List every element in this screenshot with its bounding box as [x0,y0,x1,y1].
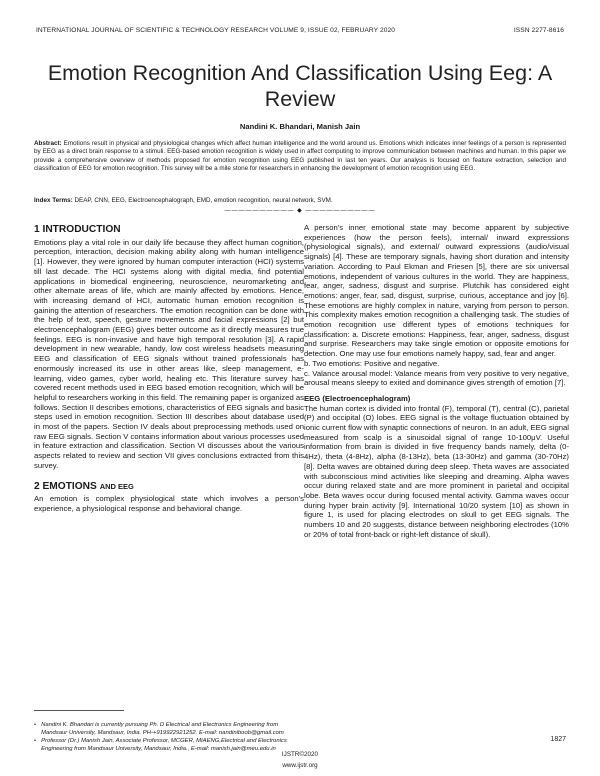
right-column [304,223,569,540]
intro-paragraph: Emotions play a vital role in our daily life because they affect human cognition, perception, interaction, decision making ability along with human intelligence [1]. However, they were ignored by human computer interaction (HCI) systems till last decade. The HCI systems along with digital media, find potential applications in biomedical engineering, neuroscience, neuromarketing and other alternate areas of life, which are mainly affected by emotions. Hence, with increasing demand of HCI, automatic human emotion recognition is gaining the attention of researchers. The emotion recognition can be done with the help of text, speech, gesture movements and facial expressions [2] but electroencephalogram (EEG) gives better outcome as it directly measures true feelings. EEG is non-invasive and have high temporal resolution [3]. A rapid development in new wearable, handy, low cost wireless headsets measuring EEG and classification of EEG signals without trained professionals has enormously increased its use in other areas like, sleep management, e-learning, video games, cyber world, healing etc. This literature survey has covered recent methods used in EEG based emotion recognition, which will be helpful to researchers working in this field. The remaining paper is organized as follows. Section II describes emotions, characteristics of EEG signals and basic steps used in emotion recognition. Section III describes about database used in most of the papers. Section IV deals about preprocessing methods used on raw EEG signals. Section V contains information about various processes used in feature extraction and classification. Section VI discusses about the various aspects related to review and section VII gives conclusions extracted from this survey. [34,237,304,470]
valence-arousal-item: c. Valance arousal model: Valance means from very positive to very negative, arousal means sleepy to exited and dominance gives strength of emotion [7]. [304,368,569,388]
eeg-paragraph: The human cortex is divided into frontal (F), temporal (T), central (C), parietal (P) and occipital (O) lobes. EEG signal is the voltage fluctuation obtained by ionic current flow with synaptic connections of neuron. In an adult, EEG signal measured from scalp is a sinusoidal signal of range 10-100μV. Useful information from brain is divided in five frequency bands namely, delta (0-4Hz), theta (4-8Hz), alpha (8-13Hz), beta (13-30Hz) and gamma (30-70Hz) [8]. Delta waves are obtained during deep sleep. Theta waves are associated with subconscious mind activities like sleeping and dreaming. Alpha waves occur during relaxed state and are more prominent in parietal and occipital lobe. Beta waves occur during focused mental activity. Gamma waves occur during hyper brain activity [9]. International 10/20 system [10] as shown in figure 1, is used for placing electrodes on skull to get EEG signals. The numbers 10 and 20 suggests, distance between neighboring electrodes (10% or 20% of total front-back or right-left distance of skull). [304,403,569,539]
two-emotions-item: b. Two emotions: Positive and negative. [304,358,440,368]
footer-copyright: IJSTR©2020 [281,751,319,758]
paper-title: Emotion Recognition And Classification Using Eeg: A Review [47,61,553,111]
footnote-item [34,722,288,737]
issn: ISSN 2277-8616 [513,27,564,34]
footer-link[interactable]: www.ijstr.org [282,762,318,769]
footnotes [34,722,288,754]
emotions-heading-main: 2 EMOTIONS [34,480,97,492]
footnote-text: Professor (Dr.) Manish Jain, Associate Professor, MCGER, MIAENG,Electrical and Electronics Engineering from Mandsaur University, Mandsaur, India., E-mail: manish.jain@meu.edu.in [41,738,287,752]
bullet-icon: • [34,738,37,745]
running-header [36,27,564,34]
footnote-text: Nandini K. Bhandari is currently pursuing Ph. D Electrical and Electronics Engineering from Mandsaur University, Mandsaur, India. PH-+919922921252. E-mail: nandiniboob@gmail.com [41,722,284,736]
abstract-label: Abstract: [34,140,62,147]
footnote-rule [34,710,124,711]
emotions-heading-rest: AND EEG [99,481,134,491]
journal-name: INTERNATIONAL JOURNAL OF SCIENTIFIC & TECHNOLOGY RESEARCH VOLUME 9, ISSUE 02, FEBRUARY 2020 [36,27,396,34]
emotions-detail-paragraph: A person's inner emotional state may become apparent by subjective experiences (how the person feels), internal/ inward expressions (physiological signals), and external/ outward expressions (audio/visual signals) [4]. These are temporary signals, having short duration and intensity variation. According to Paul Ekman and Friesen [5], there are six universal emotions, independent of various cultures in the world. They are happiness, fear, anger, sadness, disgust and surprise. Plutchik has considered eight emotions: anger, fear, sad, disgust, surprise, curious, acceptance and joy [6]. These emotions are highly complex in nature, varying from person to person. This complexity makes emotion recognition a challenging task. The studies of emotion recognition use different types of emotions techniques for classification: a. Discrete emotions: Happiness, fear, anger, sadness, disgust and surprise. Researchers may take single emotion or opposite emotions for detection. One may use four emotions namely happy, sad, fear and anger. [304,223,569,359]
author-list: Nandini K. Bhandari, Manish Jain [239,122,361,131]
left-column [34,223,304,514]
emotions-paragraph: An emotion is complex physiological state which involves a person's experience, a physiological response and behavioral change. [34,494,304,513]
page-number: 1827 [550,736,566,743]
section-separator: —————————— ◆ —————————— [224,208,376,214]
bullet-icon: • [34,722,37,728]
index-terms-text: DEAP, CNN, EEG, Electroencephalograph, EMD, emotion recognition, neural network, SVM. [74,197,333,204]
emotions-heading [34,482,304,492]
eeg-heading: EEG (Electroencephalogram) [304,393,411,403]
abstract [34,140,566,173]
abstract-text: Emotions result in physical and physiological changes which affect human intelligence and the world around us. Emotions which indicates inner feelings of a person is represented by EEG as a direct brain response to a stimuli. EEG-based emotion recognition is widely used in affect computing to improve communication between machines and human. In this paper we provide a comprehensive overview of methods proposed for emotion recognition using EEG published in last ten years. Our analysis is focused on feature extraction, selection and classification of EEG for emotion recognition. This survey will be a mile stone for researchers in enhancing the development of emotion recognition using EEG. [34,140,566,172]
index-terms-label: Index Terms: [34,197,73,204]
index-terms [34,197,566,205]
intro-heading: 1 INTRODUCTION [34,224,121,235]
